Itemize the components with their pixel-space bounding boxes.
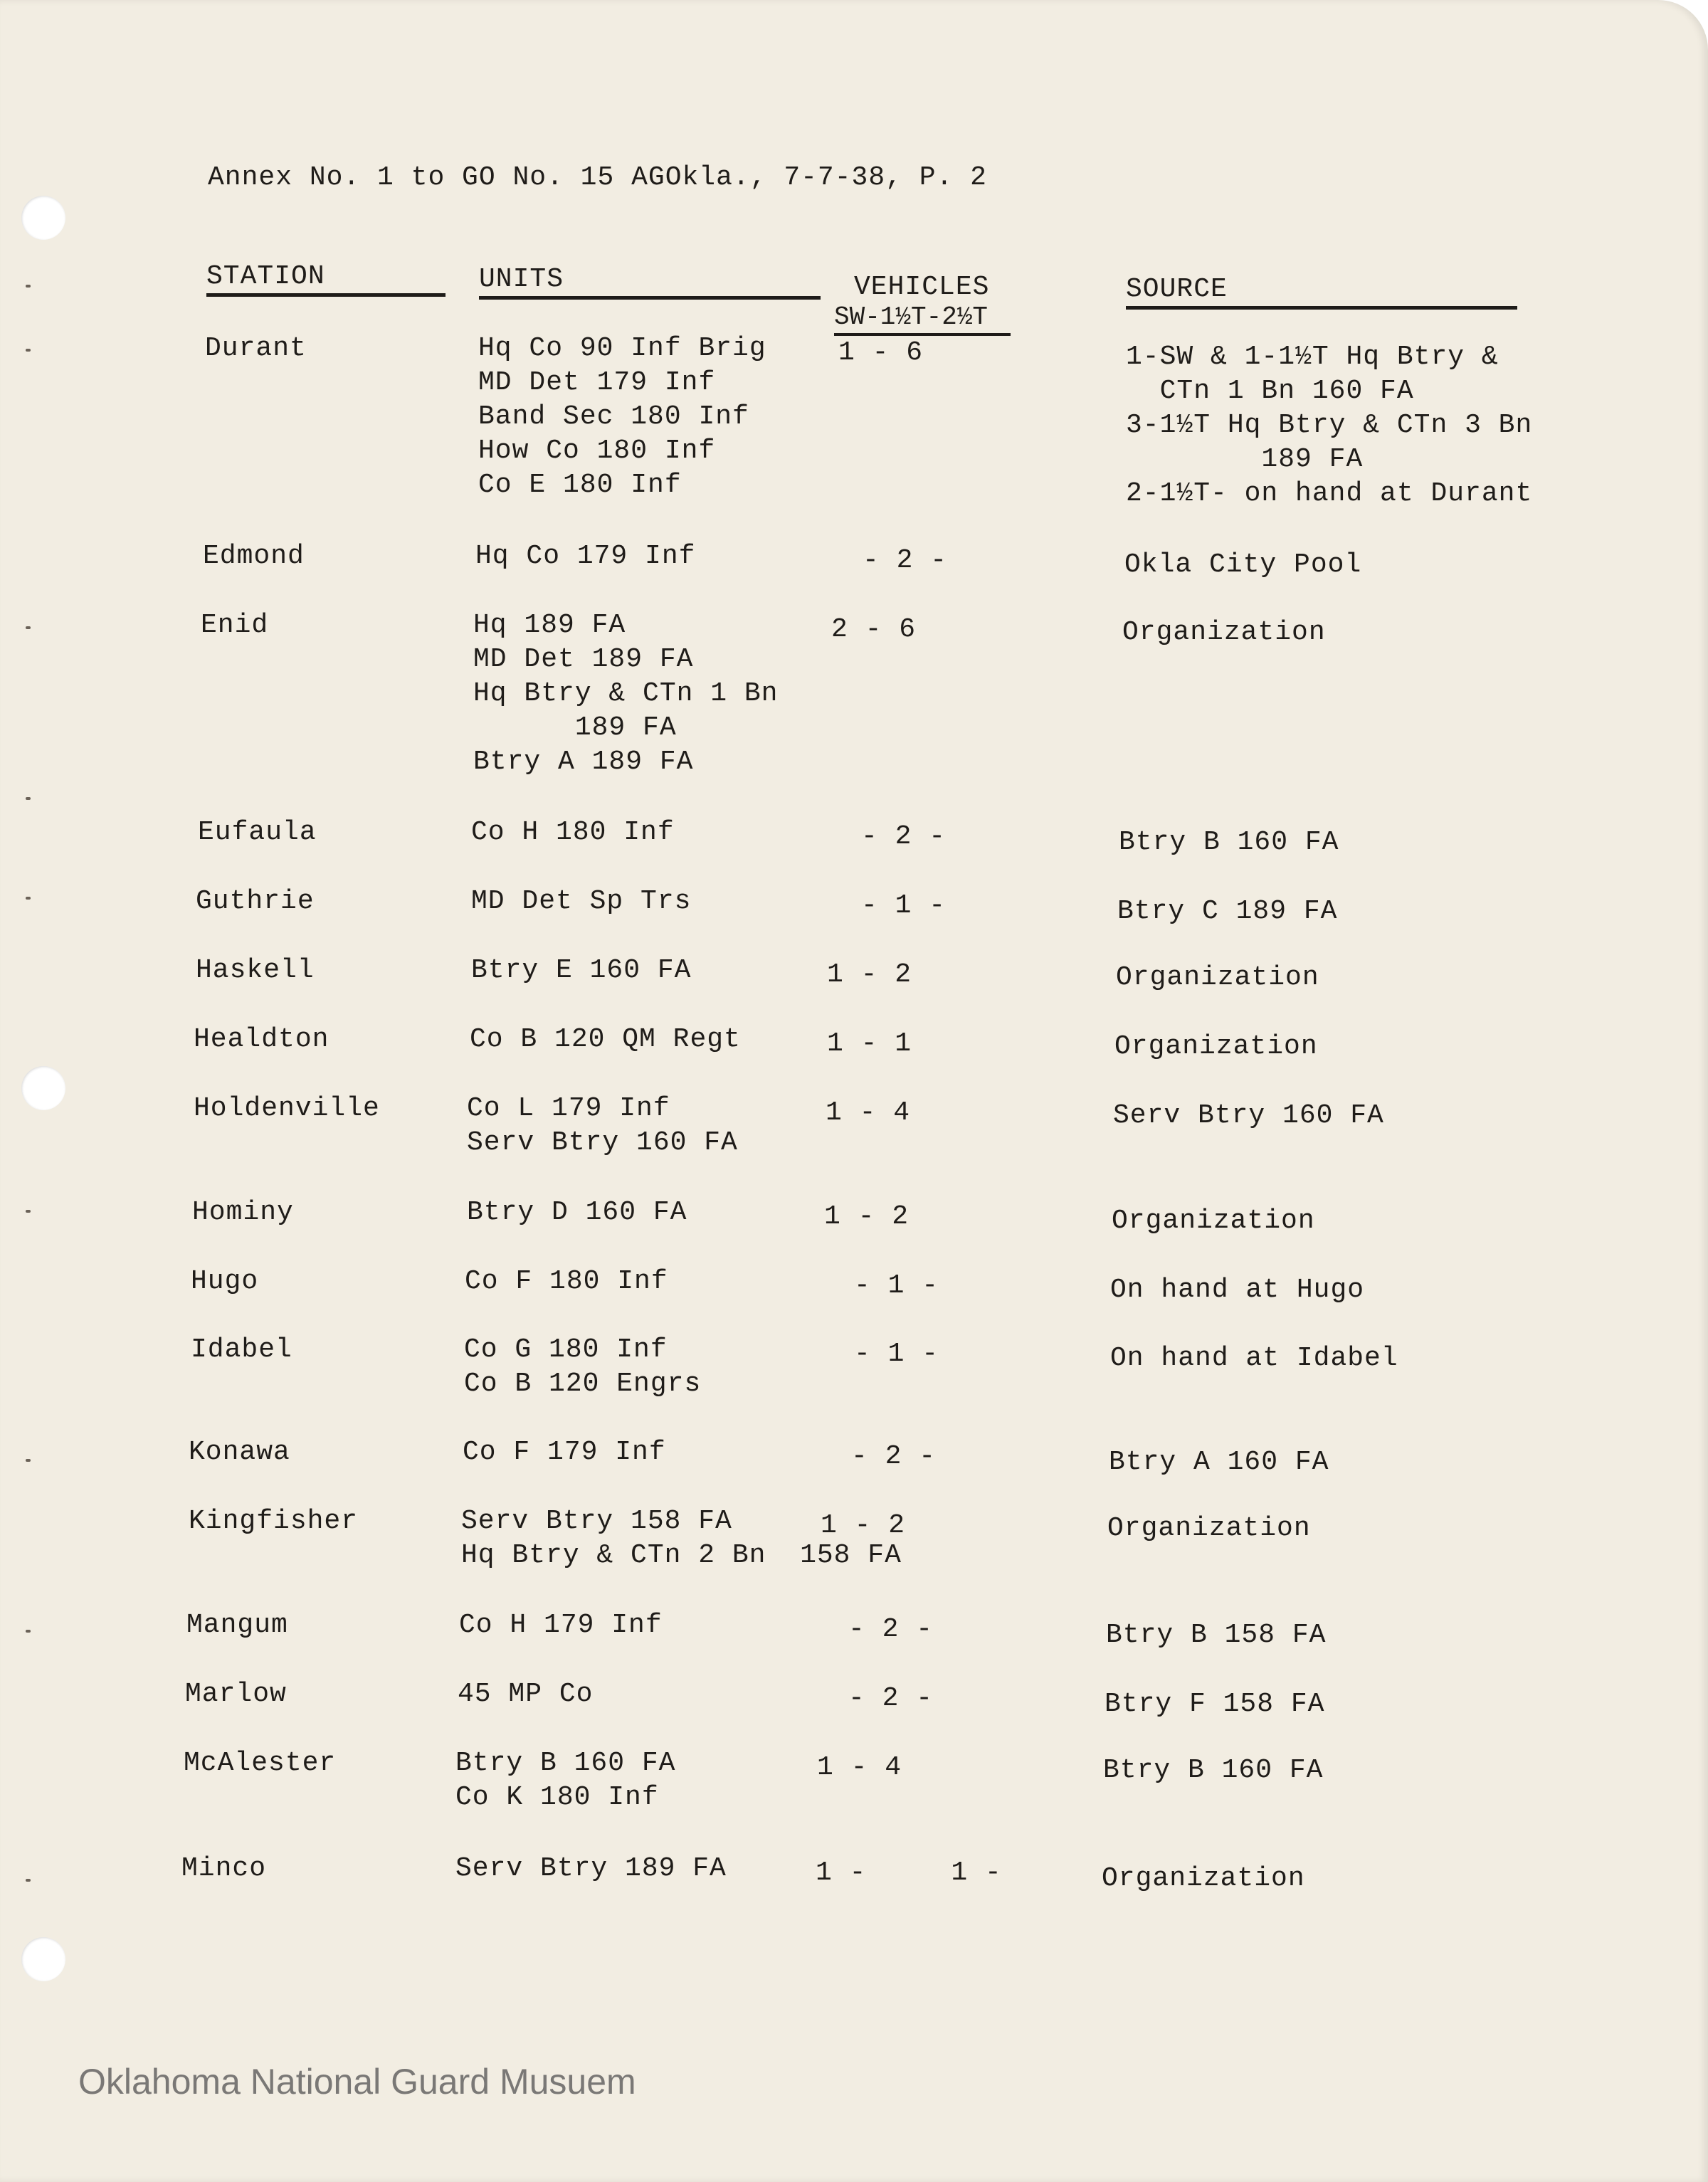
unit-line: Co E 180 Inf [478,470,682,500]
unit-line: Btry D 160 FA [467,1197,687,1228]
source-line: Okla City Pool [1124,549,1362,580]
station-name: Guthrie [196,886,315,917]
unit-line: Co K 180 Inf [455,1782,659,1813]
station-name: Hominy [192,1197,294,1228]
edge-mark [26,1630,31,1633]
vehicle-count: - 1 - [861,890,947,921]
unit-line: 45 MP Co [458,1679,594,1709]
station-name: Konawa [189,1437,290,1467]
vehicle-count: 1 - 2 [824,1201,910,1232]
unit-line: Co F 180 Inf [465,1266,668,1297]
station-name: Edmond [203,541,305,571]
source-line: 189 FA [1126,444,1364,475]
source-line: Organization [1122,617,1326,648]
unit-line: MD Det 189 FA [473,644,694,675]
station-name: McAlester [184,1748,337,1778]
vehicle-count: 1 - 6 [838,337,924,368]
unit-line: MD Det 179 Inf [478,367,716,398]
unit-line: MD Det Sp Trs [471,886,692,917]
unit-line: Hq Btry & CTn 1 Bn [473,678,779,709]
header-station: STATION [206,260,446,297]
binder-hole-top [21,196,65,240]
edge-mark [26,1459,31,1462]
unit-line: Co H 180 Inf [471,817,675,848]
vehicle-count: 1 - 1 [827,1028,912,1059]
vehicle-count: 1 - 4 [817,1752,902,1783]
unit-line: Btry E 160 FA [471,955,692,986]
header-source: SOURCE [1126,273,1517,310]
source-line: Btry B 160 FA [1119,827,1339,858]
source-line: 3-1½T Hq Btry & CTn 3 Bn [1126,410,1533,441]
source-line: Btry A 160 FA [1109,1447,1329,1477]
vehicle-count: 2 - 6 [831,614,917,645]
source-line: Btry B 158 FA [1106,1620,1327,1650]
station-name: Mangum [186,1610,288,1640]
edge-mark [26,349,31,352]
edge-mark [26,797,31,800]
vehicle-count: - 2 - [861,821,947,852]
source-line: 2-1½T- on hand at Durant [1126,478,1533,509]
edge-mark [26,1210,31,1213]
unit-line: Co L 179 Inf [467,1093,670,1124]
header-units: UNITS [479,263,821,300]
unit-line: Serv Btry 158 FA [461,1506,732,1537]
station-name: Healdton [194,1024,330,1055]
source-line: Organization [1112,1206,1315,1236]
station-name: Durant [205,333,307,364]
binder-hole-bottom [21,1937,65,1981]
source-line: CTn 1 Bn 160 FA [1126,376,1414,406]
station-name: Idabel [191,1334,292,1365]
unit-line: Hq Co 90 Inf Brig [478,333,766,364]
unit-line: Co B 120 QM Regt [470,1024,741,1055]
source-line: Btry C 189 FA [1117,896,1338,927]
edge-mark [26,897,31,900]
unit-line: Btry A 189 FA [473,747,694,777]
source-line: Btry F 158 FA [1105,1689,1325,1719]
vehicle-count: 1 - 1 - [816,1857,1002,1888]
source-line: Organization [1114,1031,1318,1062]
station-name: Holdenville [194,1093,380,1124]
vehicle-count: - 1 - [854,1270,939,1301]
source-line: On hand at Hugo [1110,1275,1365,1305]
vehicle-count: 1 - 2 [821,1510,906,1541]
source-line: 1-SW & 1-1½T Hq Btry & [1126,342,1499,372]
vehicle-count: - 2 - [848,1683,934,1714]
source-line: Btry B 160 FA [1103,1755,1324,1786]
source-line: Organization [1107,1513,1311,1544]
unit-line: How Co 180 Inf [478,436,716,466]
edge-mark [26,285,31,288]
unit-line: 189 FA [473,712,677,743]
unit-line: Band Sec 180 Inf [478,401,749,432]
station-name: Kingfisher [189,1506,359,1537]
station-name: Minco [181,1853,267,1884]
station-name: Hugo [191,1266,259,1297]
unit-line: Co F 179 Inf [463,1437,666,1467]
source-line: Organization [1102,1863,1305,1894]
station-name: Enid [201,610,269,641]
header-vehicles: VEHICLES [854,272,990,302]
museum-watermark: Oklahoma National Guard Musuem [78,2062,636,2102]
unit-line: Hq 189 FA [473,610,626,641]
vehicle-count: - 2 - [851,1441,937,1472]
unit-line: Co H 179 Inf [459,1610,663,1640]
unit-line: Serv Btry 160 FA [467,1127,738,1158]
annex-reference: Annex No. 1 to GO No. 15 AGOkla., 7-7-38, P. 2 [208,162,987,193]
edge-mark [26,1879,31,1882]
source-line: Serv Btry 160 FA [1113,1100,1384,1131]
vehicle-count: 1 - 4 [826,1097,911,1128]
source-line: On hand at Idabel [1110,1343,1398,1374]
vehicle-count: - 2 - [863,545,948,576]
unit-line: Btry B 160 FA [455,1748,676,1778]
station-name: Marlow [185,1679,287,1709]
source-line: Organization [1116,962,1319,993]
station-name: Haskell [196,955,315,986]
unit-line: Co B 120 Engrs [464,1369,702,1399]
header-vehicles-sub: SW-1½T-2½T [834,302,1011,336]
vehicle-count: - 2 - [848,1614,934,1645]
unit-line: Hq Co 179 Inf [475,541,696,571]
station-name: Eufaula [198,817,317,848]
unit-line: Serv Btry 189 FA [455,1853,727,1884]
unit-line: Co G 180 Inf [464,1334,668,1365]
vehicle-count: 1 - 2 [827,959,912,990]
edge-mark [26,626,31,629]
unit-line: Hq Btry & CTn 2 Bn 158 FA [461,1540,902,1571]
vehicle-count: - 1 - [854,1339,939,1369]
binder-hole-middle [21,1066,65,1110]
